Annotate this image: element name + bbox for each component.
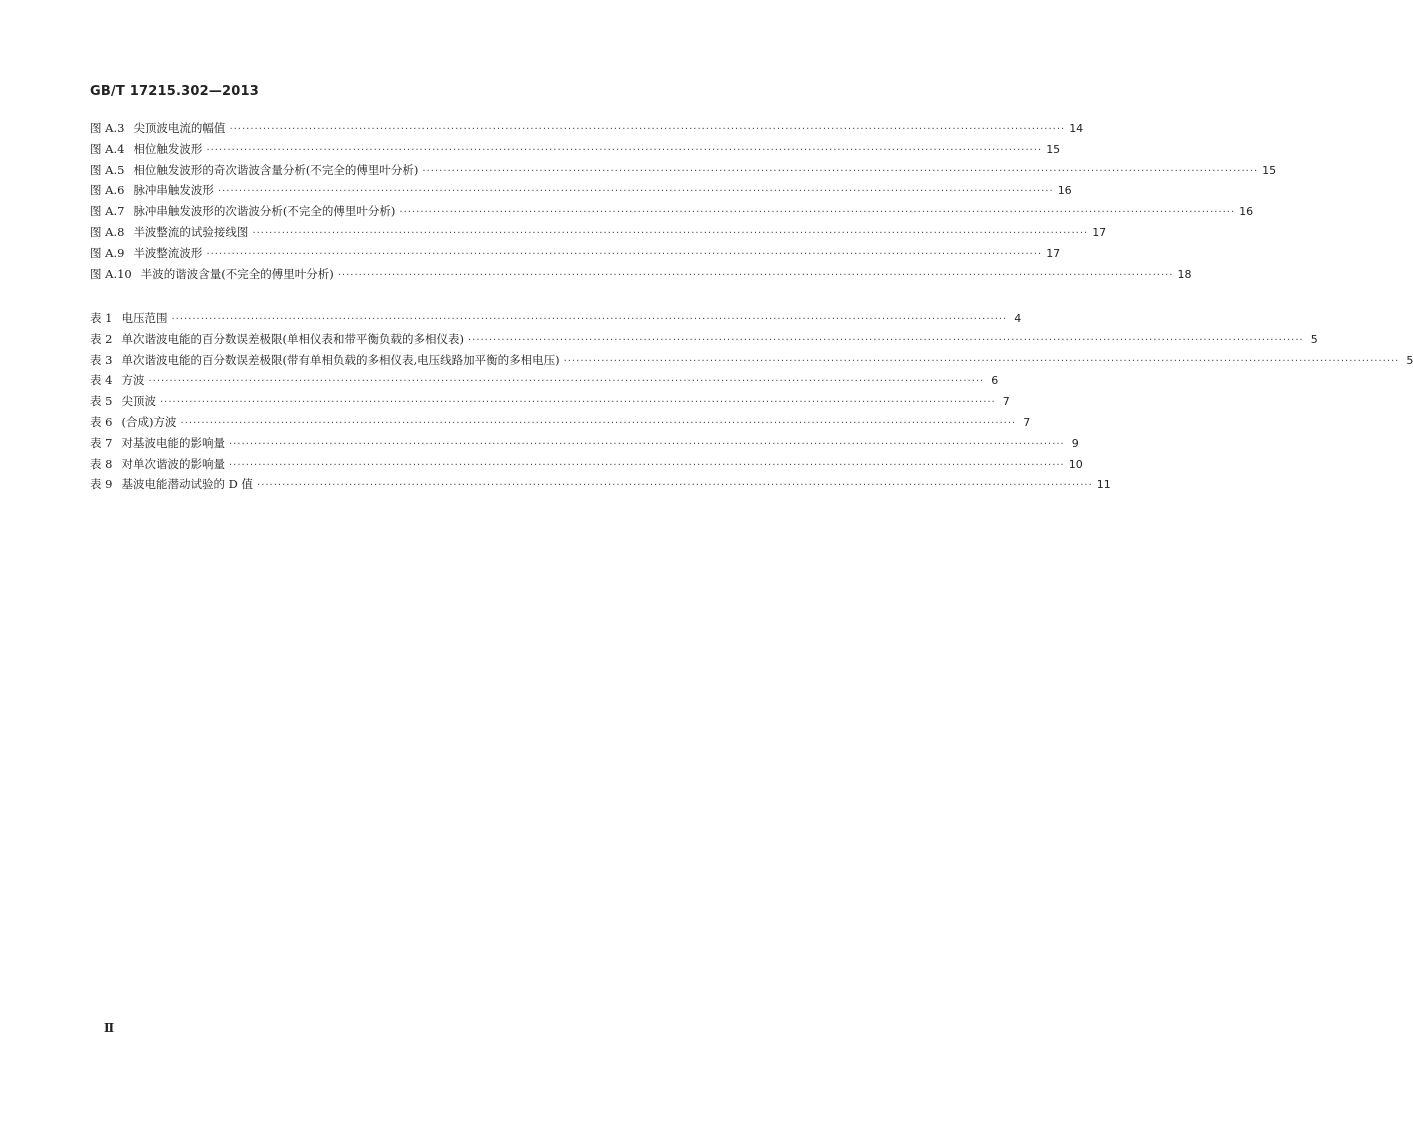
toc-entry[interactable] <box>90 139 1061 160</box>
toc-entry-page: 15 <box>1262 163 1277 177</box>
toc-entry-page: 5 <box>1406 353 1413 367</box>
toc-entry[interactable] <box>90 308 1022 329</box>
toc-entry[interactable] <box>90 243 1061 264</box>
toc-entry-label: 图 A.10 <box>90 266 132 281</box>
toc-entry-title: 脉冲串触发波形的次谐波分析(不完全的傅里叶分析) <box>133 204 396 219</box>
toc-entry-label: 图 A.7 <box>90 204 125 219</box>
toc-entry-title: 单次谐波电能的百分数误差极限(单相仪表和带平衡负载的多相仪表) <box>121 331 464 346</box>
toc-entry-title: 半波整流波形 <box>133 245 203 260</box>
toc-entry-title: (合成)方波 <box>121 414 177 429</box>
toc-entry-label: 表 7 <box>90 435 113 450</box>
toc-entry-title: 电压范围 <box>121 311 168 325</box>
table-list <box>90 308 1413 495</box>
toc-entry-title: 尖顶波电流的幅值 <box>133 121 226 135</box>
toc-leader-dots: ········································································································································································································ <box>228 459 1065 471</box>
toc-entry[interactable] <box>90 264 1192 285</box>
toc-entry-title: 半波的谐波含量(不完全的傅里叶分析) <box>140 266 334 281</box>
toc-entry-title: 基波电能潜动试验的 D 值 <box>121 477 254 492</box>
toc-entry[interactable] <box>90 180 1072 201</box>
toc-entry-page: 7 <box>1002 395 1010 409</box>
toc-leader-dots: ········································································································································································································ <box>159 397 996 409</box>
toc-entry-page: 11 <box>1096 478 1111 492</box>
toc-entry-page: 4 <box>1014 312 1022 325</box>
toc-entry-page: 10 <box>1068 457 1083 471</box>
toc-entry-title: 相位触发波形 <box>133 141 203 156</box>
toc-entry[interactable] <box>90 201 1254 222</box>
toc-entry-page: 9 <box>1071 436 1079 450</box>
toc-entry-page: 18 <box>1177 267 1192 281</box>
toc-entry-label: 表 3 <box>90 352 113 367</box>
toc-entry[interactable] <box>90 454 1083 475</box>
toc-entry-page: 17 <box>1092 225 1107 239</box>
toc-entry[interactable] <box>90 370 999 391</box>
toc-entry-label: 图 A.5 <box>90 162 125 177</box>
figure-list <box>90 118 1277 284</box>
toc-entry[interactable] <box>90 412 1031 433</box>
toc-leader-dots: ········································································································································································································ <box>148 376 985 388</box>
toc-leader-dots: ········································································································································································································ <box>217 186 1054 198</box>
toc-entry-page: 16 <box>1239 205 1254 219</box>
toc-entry[interactable] <box>90 474 1111 495</box>
toc-entry[interactable] <box>90 433 1079 454</box>
toc-leader-dots: ········································································································································································································ <box>206 144 1043 156</box>
toc-leader-dots: ········································································································································································································ <box>171 314 1008 325</box>
page-number: Ⅱ <box>104 1021 115 1035</box>
toc-entry-title: 脉冲串触发波形 <box>133 183 214 198</box>
toc-entry[interactable] <box>90 350 1413 371</box>
toc-entry-title: 半波整流的试验接线图 <box>133 224 249 239</box>
toc-leader-dots: ········································································································································································································ <box>228 438 1065 450</box>
toc-entry-label: 表 2 <box>90 331 113 346</box>
toc-entry-label: 表 4 <box>90 373 113 388</box>
toc-entry-page: 6 <box>991 374 999 388</box>
toc-leader-dots: ········································································································································································································ <box>563 355 1400 367</box>
toc-entry[interactable] <box>90 391 1010 412</box>
toc-entry-label: 表 8 <box>90 456 113 471</box>
toc-entry-title: 对单次谐波的影响量 <box>121 456 225 471</box>
toc-entry-page: 7 <box>1023 415 1031 429</box>
toc-entry[interactable] <box>90 118 1084 139</box>
toc-entry-label: 图 A.6 <box>90 183 125 198</box>
toc-leader-dots: ········································································································································································································ <box>206 248 1043 260</box>
toc-entry-label: 表 6 <box>90 414 113 429</box>
toc-leader-dots: ········································································································································································································ <box>257 480 1093 492</box>
toc-entry[interactable] <box>90 329 1318 350</box>
toc-entry-label: 图 A.4 <box>90 141 125 156</box>
toc-entry-page: 17 <box>1046 246 1061 260</box>
toc-entry[interactable] <box>90 222 1107 243</box>
toc-entry-title: 对基波电能的影响量 <box>121 435 225 450</box>
toc-leader-dots: ········································································································································································································ <box>229 124 1066 135</box>
toc-entry-title: 相位触发波形的奇次谐波含量分析(不完全的傅里叶分析) <box>133 162 419 177</box>
toc-entry-page: 5 <box>1310 332 1318 346</box>
toc-entry-page: 14 <box>1069 122 1084 135</box>
toc-entry-title: 单次谐波电能的百分数误差极限(带有单相负载的多相仪表,电压线路加平衡的多相电压) <box>121 352 560 367</box>
document-code-header: GB/T 17215.302—2013 <box>90 84 260 99</box>
toc-entry-label: 图 A.8 <box>90 224 125 239</box>
toc-leader-dots: ········································································································································································································ <box>180 417 1017 429</box>
toc-leader-dots: ········································································································································································································ <box>399 207 1236 219</box>
toc-entry-page: 15 <box>1046 142 1061 156</box>
toc-entry-label: 表 5 <box>90 394 113 409</box>
toc-entry-label: 表 1 <box>90 311 113 325</box>
toc-entry-label: 图 A.3 <box>90 121 125 135</box>
toc-entry-label: 表 9 <box>90 477 113 492</box>
toc-entry-label: 图 A.9 <box>90 245 125 260</box>
toc-leader-dots: ········································································································································································································ <box>467 334 1304 346</box>
toc-leader-dots: ········································································································································································································ <box>422 165 1259 177</box>
toc-leader-dots: ········································································································································································································ <box>337 269 1174 281</box>
toc-entry-page: 16 <box>1057 184 1072 198</box>
toc-entry-title: 方波 <box>121 373 145 388</box>
toc-entry[interactable] <box>90 160 1277 181</box>
toc-entry-title: 尖顶波 <box>121 394 156 409</box>
toc-leader-dots: ········································································································································································································ <box>252 227 1089 239</box>
